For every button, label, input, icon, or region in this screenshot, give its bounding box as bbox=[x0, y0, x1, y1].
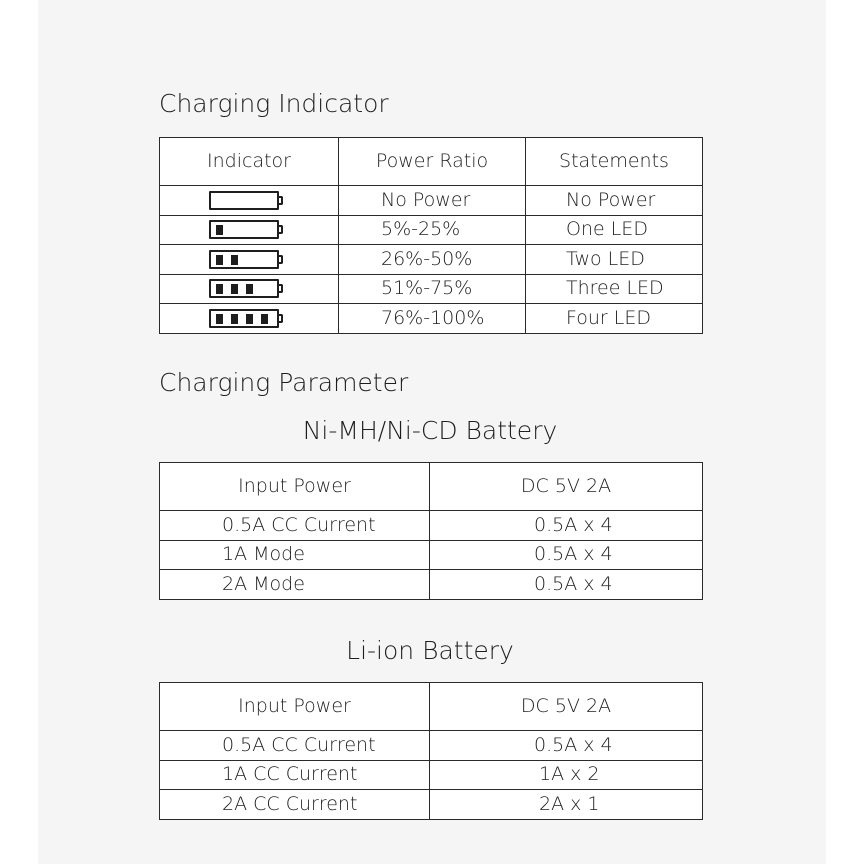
header-dc-rating: DC 5V 2A bbox=[430, 463, 703, 511]
charging-parameter-title: Charging Parameter bbox=[159, 368, 409, 397]
indicator-cell bbox=[160, 274, 339, 304]
power-ratio-cell: 26%-50% bbox=[339, 245, 526, 275]
table-row bbox=[160, 731, 703, 761]
statement-cell: One LED bbox=[526, 215, 703, 245]
statement-cell: Three LED bbox=[526, 274, 703, 304]
battery-icon bbox=[209, 220, 279, 239]
table-header-row bbox=[160, 463, 703, 511]
value-cell: 0.5A x 4 bbox=[430, 511, 703, 541]
table-header-row bbox=[160, 138, 703, 186]
header-power-ratio: Power Ratio bbox=[339, 138, 526, 186]
table-row bbox=[160, 186, 703, 216]
mode-cell: 1A Mode bbox=[160, 540, 430, 570]
table-row bbox=[160, 511, 703, 541]
led-cell bbox=[216, 225, 223, 235]
led-cell bbox=[216, 255, 223, 265]
led-cell bbox=[246, 314, 253, 324]
led-cell bbox=[246, 284, 253, 294]
nimh-parameter-table bbox=[159, 462, 703, 600]
led-cell bbox=[231, 284, 238, 294]
charging-indicator-title: Charging Indicator bbox=[159, 89, 389, 118]
header-statements: Statements bbox=[526, 138, 703, 186]
header-input-power: Input Power bbox=[160, 683, 430, 731]
value-cell: 0.5A x 4 bbox=[430, 570, 703, 600]
header-indicator: Indicator bbox=[160, 138, 339, 186]
value-cell: 2A x 1 bbox=[430, 790, 703, 820]
mode-cell: 0.5A CC Current bbox=[160, 731, 430, 761]
header-input-power: Input Power bbox=[160, 463, 430, 511]
indicator-cell bbox=[160, 215, 339, 245]
battery-icon bbox=[209, 279, 279, 298]
value-cell: 0.5A x 4 bbox=[430, 540, 703, 570]
power-ratio-cell: 76%-100% bbox=[339, 304, 526, 334]
table-row bbox=[160, 215, 703, 245]
table-row bbox=[160, 540, 703, 570]
statement-cell: Four LED bbox=[526, 304, 703, 334]
table-row bbox=[160, 790, 703, 820]
power-ratio-cell: No Power bbox=[339, 186, 526, 216]
indicator-cell bbox=[160, 186, 339, 216]
table-row bbox=[160, 274, 703, 304]
mode-cell: 2A CC Current bbox=[160, 790, 430, 820]
led-cell bbox=[261, 314, 268, 324]
power-ratio-cell: 5%-25% bbox=[339, 215, 526, 245]
power-ratio-cell: 51%-75% bbox=[339, 274, 526, 304]
indicator-cell bbox=[160, 304, 339, 334]
led-cell bbox=[231, 314, 238, 324]
table-row bbox=[160, 570, 703, 600]
mode-cell: 1A CC Current bbox=[160, 760, 430, 790]
led-cell bbox=[216, 314, 223, 324]
battery-icon bbox=[209, 191, 279, 210]
table-row bbox=[160, 245, 703, 275]
header-dc-rating: DC 5V 2A bbox=[430, 683, 703, 731]
indicator-cell bbox=[160, 245, 339, 275]
liion-parameter-table bbox=[159, 682, 703, 820]
table-row bbox=[160, 304, 703, 334]
mode-cell: 0.5A CC Current bbox=[160, 511, 430, 541]
led-cell bbox=[231, 255, 238, 265]
led-cell bbox=[216, 284, 223, 294]
battery-icon bbox=[209, 250, 279, 269]
table-header-row bbox=[160, 683, 703, 731]
nimh-battery-title: Ni-MH/Ni-CD Battery bbox=[302, 416, 558, 445]
value-cell: 0.5A x 4 bbox=[430, 731, 703, 761]
mode-cell: 2A Mode bbox=[160, 570, 430, 600]
liion-battery-title: Li-ion Battery bbox=[346, 636, 514, 665]
statement-cell: No Power bbox=[526, 186, 703, 216]
statement-cell: Two LED bbox=[526, 245, 703, 275]
value-cell: 1A x 2 bbox=[430, 760, 703, 790]
table-row bbox=[160, 760, 703, 790]
battery-icon bbox=[209, 309, 279, 328]
charging-indicator-table bbox=[159, 137, 703, 334]
